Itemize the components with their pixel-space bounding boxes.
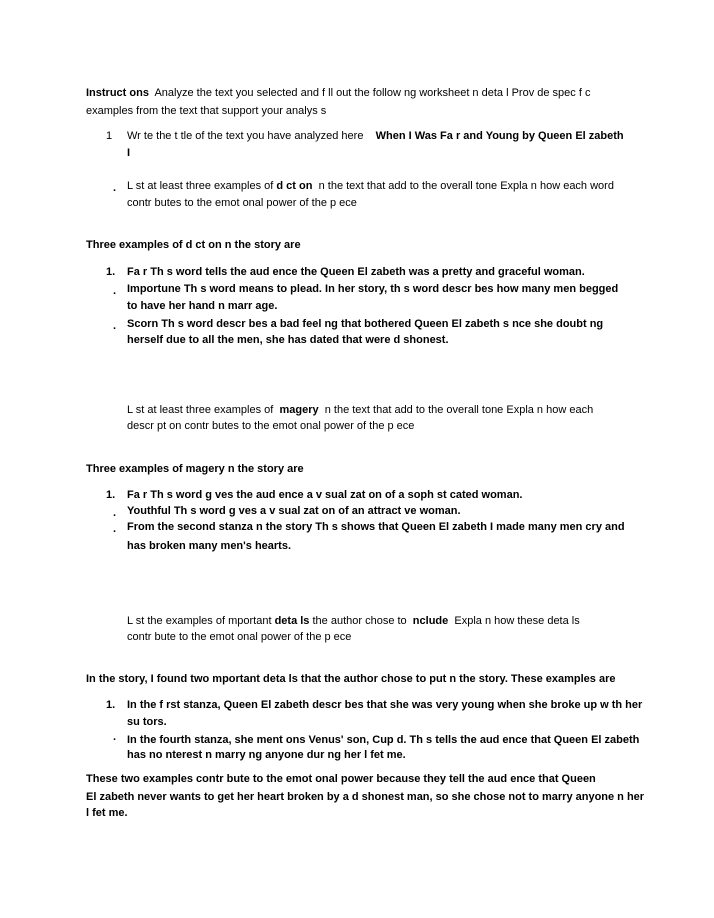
details-item-1-line-2: su tors. — [127, 716, 167, 728]
details-heading: In the story, I found two mportant deta ls that the author chose to put n the story. These examples are — [86, 673, 616, 685]
diction-item-3-line-2: herself due to all the men, she has dated that were d shonest. — [127, 334, 449, 346]
item-2-prompt-a: L st at least three examples of — [127, 180, 274, 192]
item-2-line-1 — [127, 178, 614, 195]
imagery-item-3-line-2: has broken many men's hearts. — [127, 540, 292, 552]
item-4-line-2: contr bute to the emot onal power of the p ece — [127, 631, 352, 643]
item-4-prompt-bold-2: nclude — [412, 615, 449, 627]
details-marker-2: · — [113, 734, 117, 746]
imagery-item-1: Fa r Th s word g ves the aud ence a v sual zat on of a soph st cated woman. — [127, 489, 523, 501]
instructions-text: Analyze the text you selected and f ll out the follow ng worksheet n deta l Prov de spec f c — [154, 87, 591, 99]
diction-marker-2: . — [113, 285, 117, 297]
details-item-2-line-1: In the fourth stanza, she ment ons Venus' son, Cup d. Th s tells the aud ence that Queen El zabeth — [127, 734, 640, 746]
item-3-prompt-bold: magery — [279, 404, 319, 416]
imagery-item-3-line-1: From the second stanza n the story Th s shows that Queen El zabeth I made many men cry and — [127, 521, 625, 533]
conclusion-line-3: l fet me. — [86, 807, 128, 819]
item-4-line-1 — [127, 613, 580, 630]
instructions-line-1 — [86, 85, 590, 102]
imagery-marker-1: 1. — [106, 489, 116, 501]
diction-item-3-line-1: Scorn Th s word descr bes a bad feel ng that bothered Queen El zabeth s nce she doubt ng — [127, 318, 604, 330]
diction-marker-1: 1. — [106, 266, 116, 278]
instructions-line-2: examples from the text that support your analys s — [86, 105, 327, 117]
imagery-marker-2: . — [113, 507, 117, 519]
item-4-prompt-a: L st the examples of mportant — [127, 615, 272, 627]
item-1-line — [127, 128, 624, 145]
details-item-2-line-2: has no nterest n marry ng anyone dur ng her l fet me. — [127, 749, 406, 761]
item-3-line-1 — [127, 402, 593, 419]
item-2-prompt-bold: d ct on — [276, 180, 313, 192]
imagery-heading: Three examples of magery n the story are — [86, 463, 304, 475]
item-3-line-2: descr pt on contr butes to the emot onal power of the p ece — [127, 420, 415, 432]
item-2-line-2: contr butes to the emot onal power of the p ece — [127, 197, 357, 209]
diction-heading: Three examples of d ct on n the story are — [86, 239, 301, 251]
details-marker-1: 1. — [106, 699, 116, 711]
diction-item-1: Fa r Th s word tells the aud ence the Queen El zabeth was a pretty and graceful woman. — [127, 266, 585, 278]
imagery-marker-3: . — [113, 523, 117, 535]
item-1-answer: When I Was Fa r and Young by Queen El zabeth — [375, 130, 624, 142]
item-4-prompt-bold-1: deta ls — [274, 615, 310, 627]
item-4-prompt-c: Expla n how these deta ls — [454, 615, 580, 627]
item-1-number: 1 — [106, 130, 113, 142]
imagery-item-2: Youthful Th s word g ves a v sual zat on of an attract ve woman. — [127, 505, 461, 517]
item-4-prompt-b: the author chose to — [312, 615, 407, 627]
conclusion-line-1: These two examples contr bute to the emot onal power because they tell the aud ence that Queen — [86, 773, 596, 785]
details-item-1-line-1: In the f rst stanza, Queen El zabeth descr bes that she was very young when she broke up w th her — [127, 699, 643, 711]
item-2-prompt-b: n the text that add to the overall tone Expla n how each word — [318, 180, 614, 192]
diction-marker-3: . — [113, 320, 117, 332]
item-3-prompt-b: n the text that add to the overall tone Expla n how each — [324, 404, 594, 416]
item-1-prompt: Wr te the t tle of the text you have analyzed here — [127, 130, 364, 142]
item-3-prompt-a: L st at least three examples of — [127, 404, 274, 416]
item-2-bullet: . — [113, 182, 117, 194]
item-1-answer-line-2: I — [127, 147, 131, 159]
diction-item-2-line-2: to have her hand n marr age. — [127, 300, 278, 312]
instructions-label: Instruct ons — [86, 87, 149, 99]
diction-item-2-line-1: Importune Th s word means to plead. In her story, th s word descr bes how many men begged — [127, 283, 619, 295]
conclusion-line-2: El zabeth never wants to get her heart broken by a d shonest man, so she chose not to marry anyone n her — [86, 791, 645, 803]
